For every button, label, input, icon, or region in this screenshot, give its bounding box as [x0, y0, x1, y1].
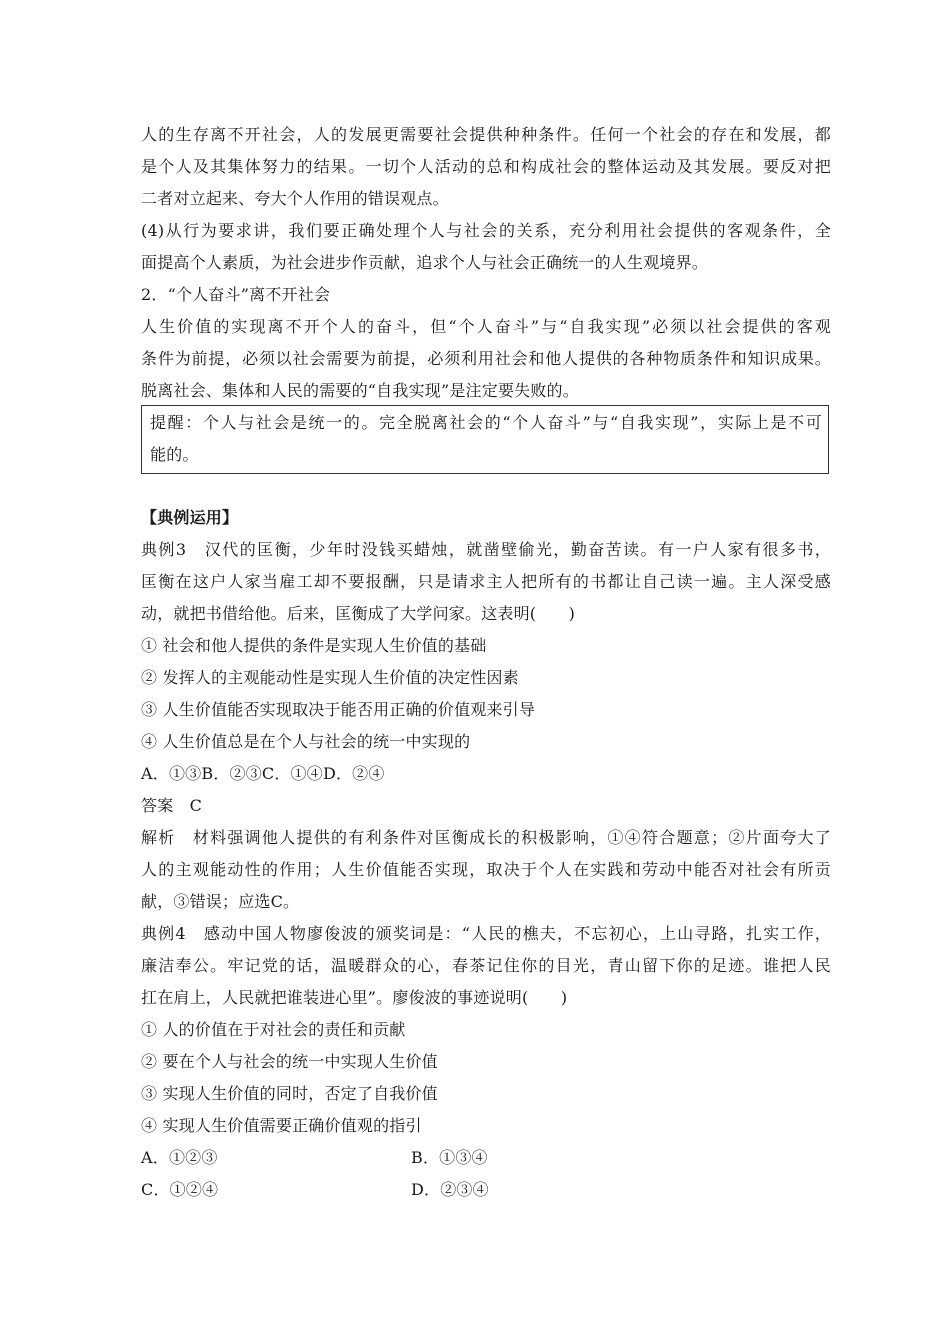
reminder-box — [141, 405, 829, 474]
analysis-line: 人的主观能动性的作用；人生价值能否实现，取决于个人在实践和劳动中能否对社会有所贡 — [141, 860, 831, 879]
analysis-line: 献，③错误；应选C。 — [141, 892, 300, 911]
statement-item: ① 社会和他人提供的条件是实现人生价值的基础 — [141, 636, 487, 655]
question-stem-line: 动，就把书借给他。后来，匡衡成了大学问家。这表明( ) — [141, 604, 576, 623]
statement-item: ① 人的价值在于对社会的责任和贡献 — [141, 1020, 406, 1039]
statement-item: ④ 人生价值总是在个人与社会的统一中实现的 — [141, 732, 471, 751]
option-row — [141, 1148, 831, 1168]
paragraph-line: 条件为前提，必须以社会需要为前提，必须利用社会和他人提供的各种物质条件和知识成果。 — [141, 349, 831, 368]
question-stem-line: 扛在肩上，人民就把谁装进心里”。廖俊波的事迹说明( ) — [141, 988, 568, 1007]
option-b: B．①③④ — [411, 1148, 488, 1167]
option-d: D．②③④ — [411, 1180, 489, 1199]
question-stem-line: 典例3 汉代的匡衡，少年时没钱买蜡烛，就凿壁偷光，勤奋苦读。有一户人家有很多书， — [141, 540, 831, 559]
statement-item: ③ 实现人生价值的同时，否定了自我价值 — [141, 1084, 438, 1103]
paragraph-line: 人生价值的实现离不开个人的奋斗，但“个人奋斗”与“自我实现”必须以社会提供的客观 — [141, 317, 831, 336]
statement-item: ③ 人生价值能否实现取决于能否用正确的价值观来引导 — [141, 700, 536, 719]
question-stem-line: 典例4 感动中国人物廖俊波的颁奖词是：“人民的樵夫，不忘初心，上山寻路，扎实工作， — [141, 924, 831, 943]
statement-item: ④ 实现人生价值需要正确价值观的指引 — [141, 1116, 422, 1135]
paragraph-line: 是个人及其集体努力的结果。一切个人活动的总和构成社会的整体运动及其发展。要反对把 — [141, 157, 831, 176]
section-heading: 2．“个人奋斗”离不开社会 — [141, 285, 331, 304]
paragraph-line: 人的生存离不开社会，人的发展更需要社会提供种种条件。任何一个社会的存在和发展，都 — [141, 125, 831, 144]
option-a: A．①②③ — [141, 1148, 218, 1167]
paragraph-line: 面提高个人素质，为社会进步作贡献，追求个人与社会正确统一的人生观境界。 — [141, 253, 709, 272]
reminder-line: 提醒：个人与社会是统一的。完全脱离社会的“个人奋斗”与“自我实现”，实际上是不可 — [150, 413, 822, 432]
example-heading: 【典例运用】 — [141, 508, 239, 527]
option-c: C．①②④ — [141, 1180, 219, 1199]
answer-line: 答案 C — [141, 796, 203, 815]
paragraph-line: 脱离社会、集体和人民的需要的“自我实现”是注定要失败的。 — [141, 381, 579, 400]
option-row — [141, 1180, 831, 1200]
answer-options: A．①③B．②③C．①④D．②④ — [141, 764, 385, 783]
statement-item: ② 要在个人与社会的统一中实现人生价值 — [141, 1052, 438, 1071]
paragraph-line: (4)从行为要求讲，我们要正确处理个人与社会的关系，充分利用社会提供的客观条件，全 — [141, 221, 831, 240]
analysis-line: 解析 材料强调他人提供的有利条件对匡衡成长的积极影响，①④符合题意；②片面夸大了 — [141, 828, 831, 847]
paragraph-line: 二者对立起来、夸大个人作用的错误观点。 — [141, 189, 449, 208]
statement-item: ② 发挥人的主观能动性是实现人生价值的决定性因素 — [141, 668, 519, 687]
reminder-line: 能的。 — [150, 445, 199, 464]
question-stem-line: 廉洁奉公。牢记党的话，温暖群众的心，春茶记住你的目光，青山留下你的足迹。谁把人民 — [141, 956, 831, 975]
question-stem-line: 匡衡在这户人家当雇工却不要报酬，只是请求主人把所有的书都让自己读一遍。主人深受感 — [141, 572, 831, 591]
